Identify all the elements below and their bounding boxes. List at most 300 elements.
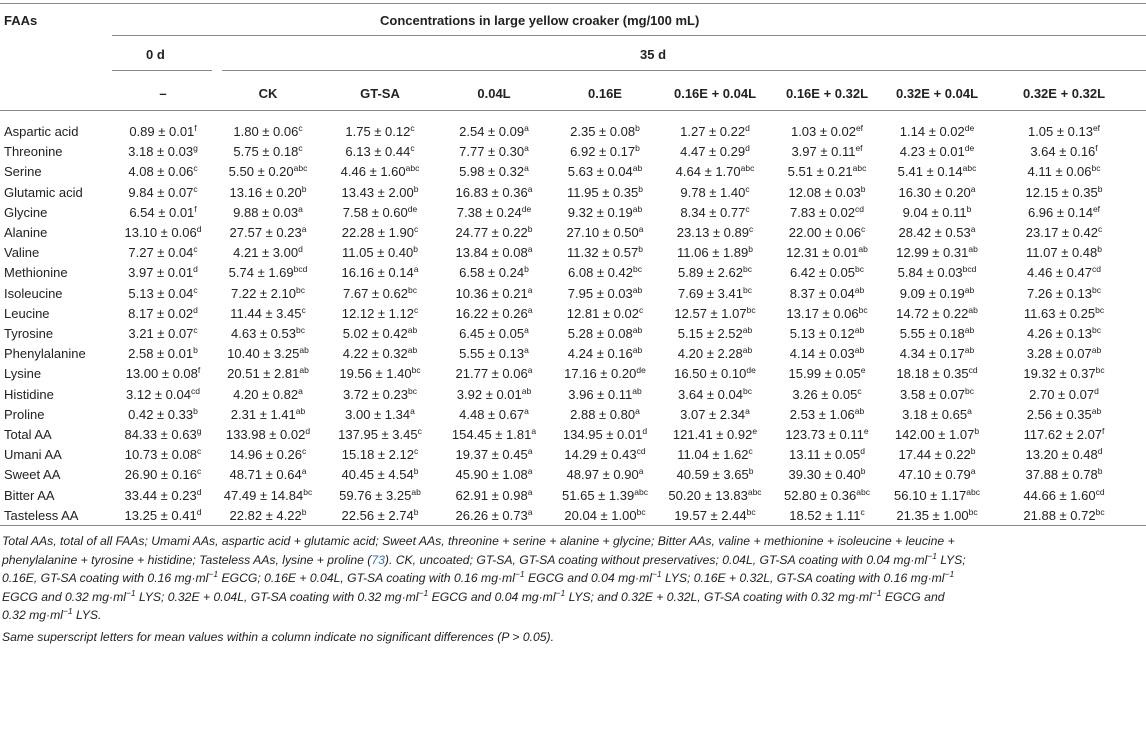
row-label: Glycine <box>4 204 48 220</box>
cell-value: 4.63 ± 0.53 <box>231 326 296 341</box>
table-cell <box>206 305 330 322</box>
header-rule-1 <box>112 35 1146 36</box>
cell-value: 40.45 ± 4.54 <box>341 467 414 483</box>
significance-letter: cd <box>854 203 864 214</box>
cell-value: 39.30 ± 0.40 <box>788 467 861 483</box>
table-cell <box>653 224 777 241</box>
cell-value: 47.49 ± 14.84 <box>223 487 304 503</box>
table-cell <box>206 123 330 140</box>
cell-value: 12.08 ± 0.03 <box>788 184 861 200</box>
cell-value: 23.17 ± 0.42 <box>1025 225 1098 240</box>
footnote-abbreviations <box>2 532 1140 625</box>
table-cell <box>765 123 889 140</box>
cell-value: 3.28 ± 0.07 <box>1026 346 1092 362</box>
table-cell <box>318 406 442 423</box>
table-cell <box>432 244 556 261</box>
significance-letter: a <box>970 466 976 477</box>
significance-letter: e <box>752 426 758 436</box>
significance-letter: bc <box>1095 304 1105 315</box>
significance-letter: a <box>298 203 303 214</box>
significance-letter: ab <box>854 345 865 356</box>
table-cell <box>653 365 777 382</box>
table-cell <box>765 386 889 403</box>
table-cell <box>1002 184 1126 201</box>
table-cell <box>1002 426 1126 443</box>
table-cell <box>543 325 667 342</box>
cell-value: 27.10 ± 0.50 <box>566 225 639 240</box>
table-cell <box>875 224 999 241</box>
significance-letter: b <box>974 426 980 436</box>
cell-value: 4.23 ± 0.01 <box>899 144 965 160</box>
significance-letter: c <box>413 304 419 315</box>
row-label: Histidine <box>4 386 54 402</box>
significance-letter: bc <box>1095 506 1105 517</box>
table-cell <box>206 285 330 302</box>
table-cell <box>318 466 442 483</box>
significance-letter: a <box>638 224 644 234</box>
table-cell <box>543 386 667 403</box>
table-cell <box>206 365 330 382</box>
cell-value: 47.10 ± 0.79 <box>898 467 971 483</box>
table-cell <box>1002 123 1126 140</box>
cell-value: 13.43 ± 2.00 <box>341 184 414 200</box>
cell-value: 10.36 ± 0.21 <box>455 285 528 301</box>
significance-letter: f <box>1102 426 1105 436</box>
significance-letter: b <box>638 244 643 255</box>
cell-value: 5.13 ± 0.04 <box>128 285 194 301</box>
cell-value: 7.77 ± 0.30 <box>459 144 525 160</box>
significance-letter: b <box>413 183 419 194</box>
significance-letter: bc <box>295 325 305 335</box>
table-cell <box>432 184 556 201</box>
day0-header: 0 d <box>146 47 165 62</box>
cell-value: 2.54 ± 0.09 <box>459 124 525 139</box>
table-cell <box>875 264 999 281</box>
cell-value: 56.10 ± 1.17 <box>894 487 967 503</box>
table-cell <box>543 143 667 160</box>
significance-letter: c <box>196 466 202 477</box>
cell-value: 28.42 ± 0.53 <box>898 225 971 240</box>
significance-letter: c <box>298 123 303 133</box>
table-cell <box>543 285 667 302</box>
table-cell <box>1002 345 1126 362</box>
cell-value: 5.98 ± 0.32 <box>459 164 525 180</box>
significance-letter: cd <box>636 446 646 457</box>
significance-letter: abc <box>405 163 420 174</box>
cell-value: 22.56 ± 2.74 <box>341 507 414 523</box>
cell-value: 5.51 ± 0.21 <box>787 164 853 180</box>
table-cell <box>318 446 442 463</box>
table-cell <box>653 466 777 483</box>
significance-letter: a <box>524 143 529 154</box>
significance-letter: ab <box>411 486 421 497</box>
table-cell <box>543 487 667 504</box>
reference-link[interactable]: 73 <box>371 552 385 567</box>
significance-letter: de <box>964 123 975 133</box>
significance-letter: ab <box>1091 405 1102 416</box>
significance-letter: ab <box>858 244 868 255</box>
significance-letter: bc <box>742 284 752 295</box>
significance-letter: g <box>193 143 198 154</box>
cell-value: 133.98 ± 0.02 <box>225 427 306 442</box>
significance-letter: a <box>970 224 976 234</box>
cell-value: 3.97 ± 0.01 <box>128 265 194 281</box>
table-cell <box>318 163 442 180</box>
cell-value: 5.74 ± 1.69 <box>228 265 294 281</box>
table-cell <box>318 487 442 504</box>
significance-letter: f <box>1095 143 1098 154</box>
table-cell <box>875 305 999 322</box>
significance-letter: b <box>748 466 754 477</box>
significance-letter: bc <box>964 385 974 396</box>
cell-value: 5.50 ± 0.20 <box>228 164 294 180</box>
footnote-line-4: EGCG and 0.32 $mg\cdot ml^{-1}$ LYS; 0.32E + 0.04L, GT-SA coating with 0.32 $mg\cdot ml^{-1}$ EGCG and 0.04 $mg\cdot ml^{-1}$ LYS; and 0.32E + 0.32L, GT-SA coating with 0.32 $mg\cdot ml^{-1}$ EGCG and <box>2 587 945 604</box>
cell-value: 6.13 ± 0.44 <box>345 144 411 160</box>
row-label: Umani AA <box>4 447 62 463</box>
table-cell <box>432 446 556 463</box>
cell-value: 11.04 ± 1.62 <box>677 447 749 463</box>
significance-letter: bc <box>1091 284 1101 295</box>
day0-rule <box>112 70 212 71</box>
significance-letter: a <box>298 385 303 396</box>
table-cell <box>206 406 330 423</box>
significance-letter: a <box>527 506 533 517</box>
table-cell <box>765 305 889 322</box>
significance-letter: c <box>298 143 303 154</box>
table-cell <box>206 184 330 201</box>
cell-value: 44.66 ± 1.60 <box>1023 487 1096 503</box>
cell-value: 16.50 ± 0.10 <box>674 366 747 382</box>
significance-letter: b <box>413 506 419 517</box>
table-cell <box>206 386 330 403</box>
table-cell <box>206 446 330 463</box>
cell-value: 1.80 ± 0.06 <box>233 124 299 139</box>
significance-letter: c <box>1097 224 1103 234</box>
significance-letter: a <box>524 325 529 335</box>
cell-value: 2.53 ± 1.06 <box>789 406 855 422</box>
cell-value: 7.26 ± 0.13 <box>1027 285 1092 301</box>
table-cell <box>653 487 777 504</box>
cell-value: 20.04 ± 1.00 <box>564 507 637 523</box>
significance-letter: c <box>193 325 198 335</box>
significance-letter: b <box>301 183 307 194</box>
significance-letter: d <box>745 143 750 154</box>
significance-letter: b <box>413 244 418 255</box>
significance-letter: b <box>193 345 198 356</box>
significance-letter: bc <box>636 506 646 517</box>
significance-letter: f <box>197 365 201 376</box>
cell-value: 14.29 ± 0.43 <box>564 447 637 463</box>
table-cell <box>543 426 667 443</box>
cell-value: 16.22 ± 0.26 <box>455 305 528 321</box>
table-cell <box>318 305 442 322</box>
table-cell <box>318 244 442 261</box>
table-cell <box>432 386 556 403</box>
cell-value: 154.45 ± 1.81 <box>451 427 532 442</box>
significance-letter: a <box>524 405 529 416</box>
significance-letter: bc <box>854 264 864 275</box>
significance-letter: b <box>635 143 640 154</box>
table-cell <box>543 305 667 322</box>
significance-letter: a <box>527 304 533 315</box>
cell-value: 3.96 ± 0.11 <box>568 386 633 402</box>
significance-letter: bc <box>303 486 313 497</box>
table-cell <box>875 386 999 403</box>
significance-letter: ab <box>407 325 418 335</box>
table-cell <box>318 365 442 382</box>
cell-value: 52.80 ± 0.36 <box>784 487 857 503</box>
significance-letter: bc <box>632 264 642 275</box>
cell-value: 0.89 ± 0.01 <box>129 124 195 139</box>
table-cell <box>1002 365 1126 382</box>
cell-value: 10.40 ± 3.25 <box>227 346 300 362</box>
cell-value: 5.02 ± 0.42 <box>342 326 408 341</box>
cell-value: 5.84 ± 0.03 <box>897 265 963 281</box>
cell-value: 9.09 ± 0.19 <box>899 285 965 301</box>
significance-letter: a <box>524 163 529 174</box>
row-label: Leucine <box>4 305 50 321</box>
table-cell <box>765 143 889 160</box>
cell-value: 4.26 ± 0.13 <box>1027 326 1092 341</box>
table-cell <box>653 244 777 261</box>
significance-letter: c <box>301 446 307 457</box>
table-cell <box>1002 507 1126 524</box>
significance-letter: bc <box>858 304 868 315</box>
significance-letter: c <box>413 446 419 457</box>
significance-letter: bc <box>968 506 978 517</box>
table-cell <box>653 184 777 201</box>
table-cell <box>1002 285 1126 302</box>
significance-letter: abc <box>634 486 648 497</box>
table-cell <box>318 224 442 241</box>
significance-letter: ef <box>1092 123 1101 133</box>
cell-value: 7.38 ± 0.24 <box>456 204 522 220</box>
row-label: Total AA <box>4 427 52 442</box>
table-cell <box>653 446 777 463</box>
group-header: GT-SA <box>360 86 400 101</box>
table-cell <box>432 143 556 160</box>
significance-letter: bcd <box>293 264 308 275</box>
table-cell <box>318 143 442 160</box>
cell-value: 3.18 ± 0.65 <box>902 406 968 422</box>
significance-letter: a <box>970 183 976 194</box>
table-cell <box>765 325 889 342</box>
cell-value: 3.58 ± 0.07 <box>900 386 965 402</box>
significance-letter: f <box>194 123 197 133</box>
significance-letter: ab <box>632 203 643 214</box>
significance-letter: d <box>1094 385 1099 396</box>
significance-letter: abc <box>747 486 762 497</box>
significance-letter: ab <box>968 244 978 255</box>
significance-letter: c <box>196 446 202 457</box>
cell-value: 9.88 ± 0.03 <box>233 204 299 220</box>
cell-value: 3.64 ± 0.16 <box>1030 144 1096 160</box>
cell-value: 10.73 ± 0.08 <box>124 447 197 463</box>
table-cell <box>318 345 442 362</box>
cell-value: 12.99 ± 0.31 <box>896 245 969 261</box>
row-label: Tasteless AA <box>4 507 79 523</box>
table-cell <box>206 204 330 221</box>
cell-value: 26.90 ± 0.16 <box>124 467 197 483</box>
cell-value: 7.22 ± 2.10 <box>231 285 296 301</box>
table-cell <box>765 487 889 504</box>
row-label: Valine <box>4 245 40 261</box>
cell-value: 7.69 ± 3.41 <box>678 285 743 301</box>
significance-letter: ab <box>854 405 865 416</box>
cell-value: 7.95 ± 0.03 <box>567 285 633 301</box>
cell-value: 3.97 ± 0.11 <box>791 144 856 160</box>
footnote-line-3: 0.16E, GT-SA coating with 0.16 $mg\cdot ml^{-1}$ EGCG; 0.16E + 0.04L, GT-SA coating with 0.16 $mg\cdot ml^{-1}$ EGCG and 0.04 $mg\cdot ml^{-1}$ LYS; 0.16E + 0.32L, GT-SA coating with 0.16 $mg\cdot ml^{-1}$ <box>2 569 955 585</box>
cell-value: 48.97 ± 0.90 <box>566 467 639 483</box>
table-cell <box>653 163 777 180</box>
significance-letter: ab <box>854 325 865 335</box>
table-cell <box>318 285 442 302</box>
table-cell <box>543 184 667 201</box>
cell-value: 5.89 ± 2.62 <box>678 265 743 281</box>
footnote-line-1: Total AAs, total of all FAAs; Umami AAs, aspartic acid + glutamic acid; Sweet AAs, threonine + serine + alanine + glycine; Bitter AAs, valine + methionine + isoleucine + leucine + <box>2 534 955 548</box>
table-cell <box>206 264 330 281</box>
significance-letter: bc <box>742 385 752 396</box>
significance-letter: ab <box>742 345 753 356</box>
table-cell <box>1002 224 1126 241</box>
significance-letter: de <box>746 365 756 376</box>
cell-value: 2.58 ± 0.01 <box>128 346 194 362</box>
row-label: Threonine <box>4 144 63 160</box>
significance-letter: ab <box>964 284 975 295</box>
table-cell <box>432 426 556 443</box>
significance-letter: d <box>196 486 202 497</box>
significance-letter: f <box>194 203 197 214</box>
significance-letter: ab <box>632 345 643 356</box>
footnote-line-5: 0.32 $mg\cdot ml^{-1}$ LYS. <box>2 606 102 622</box>
table-cell <box>543 446 667 463</box>
group-header: 0.32E + 0.04L <box>895 86 979 101</box>
row-label: Bitter AA <box>4 487 55 503</box>
significance-letter: bc <box>1091 325 1101 335</box>
cell-value: 3.18 ± 0.03 <box>128 144 194 160</box>
table-cell <box>765 426 889 443</box>
cell-value: 13.17 ± 0.06 <box>786 305 859 321</box>
cell-value: 6.92 ± 0.17 <box>570 144 636 160</box>
cell-value: 4.14 ± 0.03 <box>789 346 855 362</box>
table-cell <box>765 285 889 302</box>
cell-value: 6.42 ± 0.05 <box>790 265 855 281</box>
significance-letter: b <box>1097 466 1103 477</box>
table-cell <box>206 224 330 241</box>
significance-letter: a <box>527 244 533 255</box>
cell-value: 2.88 ± 0.80 <box>570 406 636 422</box>
cell-value: 5.28 ± 0.08 <box>567 326 633 341</box>
cell-value: 6.08 ± 0.42 <box>568 265 633 281</box>
cell-value: 62.91 ± 0.98 <box>455 487 528 503</box>
cell-value: 11.95 ± 0.35 <box>567 184 639 200</box>
significance-letter: ab <box>632 284 643 295</box>
cell-value: 12.81 ± 0.02 <box>566 305 639 321</box>
table-cell <box>1002 204 1126 221</box>
cell-value: 1.14 ± 0.02 <box>899 124 965 139</box>
cell-value: 1.03 ± 0.02 <box>790 124 856 139</box>
cell-value: 12.57 ± 1.07 <box>674 305 747 321</box>
table-cell <box>432 507 556 524</box>
faas-header: FAAs <box>4 13 38 28</box>
table-cell <box>1002 386 1126 403</box>
significance-letter: a <box>301 224 307 234</box>
group-header: – <box>159 86 167 101</box>
cell-value: 16.83 ± 0.36 <box>455 184 528 200</box>
cell-value: 22.82 ± 4.22 <box>229 507 302 523</box>
concentrations-header: Concentrations in large yellow croaker (mg/100 mL) <box>380 13 700 28</box>
cell-value: 9.04 ± 0.11 <box>902 204 967 220</box>
significance-letter: bc <box>742 264 752 275</box>
table-cell <box>432 224 556 241</box>
significance-letter: a <box>527 486 533 497</box>
cell-value: 19.57 ± 2.44 <box>674 507 747 523</box>
table-cell <box>543 466 667 483</box>
table-cell <box>875 406 999 423</box>
table-cell <box>653 285 777 302</box>
table-cell <box>318 325 442 342</box>
footnote-line-2: phenylalanine + tyrosine + histidine; Tasteless AAs, lysine + proline (73). CK, uncoated; GT-SA, GT-SA coating without preservatives; 0.04L, GT-SA coating with 0.04 $mg\cdot ml^{-1}$ LYS; <box>2 550 966 567</box>
cell-value: 12.15 ± 0.35 <box>1025 184 1098 200</box>
cell-value: 59.76 ± 3.25 <box>339 487 412 503</box>
row-label: Methionine <box>4 265 68 281</box>
significance-letter: bc <box>407 385 417 396</box>
significance-letter: d <box>196 224 202 234</box>
row-label: Tyrosine <box>4 326 54 341</box>
significance-letter: b <box>1097 244 1102 255</box>
significance-letter: a <box>527 284 533 295</box>
significance-letter: a <box>524 123 529 133</box>
cell-value: 121.41 ± 0.92 <box>672 427 753 442</box>
cell-value: 13.10 ± 0.06 <box>124 225 197 240</box>
cell-value: 26.26 ± 0.73 <box>455 507 528 523</box>
significance-letter: a <box>527 365 533 376</box>
row-label: Sweet AA <box>4 467 61 483</box>
table-cell <box>875 487 999 504</box>
table-cell <box>653 204 777 221</box>
significance-letter: ef <box>855 143 863 154</box>
table-cell <box>875 365 999 382</box>
cell-value: 9.78 ± 1.40 <box>680 184 746 200</box>
significance-letter: ef <box>855 123 864 133</box>
table-cell <box>206 345 330 362</box>
significance-letter: c <box>748 446 753 457</box>
cell-value: 18.18 ± 0.35 <box>896 366 969 382</box>
cell-value: 7.27 ± 0.04 <box>128 245 194 261</box>
table-top-rule <box>0 3 1146 4</box>
table-cell <box>206 244 330 261</box>
significance-letter: bc <box>746 304 756 315</box>
table-cell <box>875 345 999 362</box>
cell-value: 5.15 ± 2.52 <box>677 326 743 341</box>
table-cell <box>875 123 999 140</box>
cell-value: 3.26 ± 0.05 <box>792 386 858 402</box>
cell-value: 11.63 ± 0.25 <box>1023 305 1096 321</box>
cell-value: 12.12 ± 1.12 <box>341 305 414 321</box>
significance-letter: ab <box>854 284 865 295</box>
row-label: Isoleucine <box>4 285 63 301</box>
significance-letter: de <box>407 203 418 214</box>
table-cell <box>206 163 330 180</box>
table-cell <box>765 507 889 524</box>
cell-value: 9.32 ± 0.19 <box>567 204 633 220</box>
cell-value: 37.88 ± 0.78 <box>1025 467 1098 483</box>
significance-letter: abc <box>852 163 867 174</box>
table-cell <box>1002 406 1126 423</box>
cell-value: 6.58 ± 0.24 <box>459 265 525 281</box>
table-cell <box>765 345 889 362</box>
cell-value: 50.20 ± 13.83 <box>668 487 748 503</box>
